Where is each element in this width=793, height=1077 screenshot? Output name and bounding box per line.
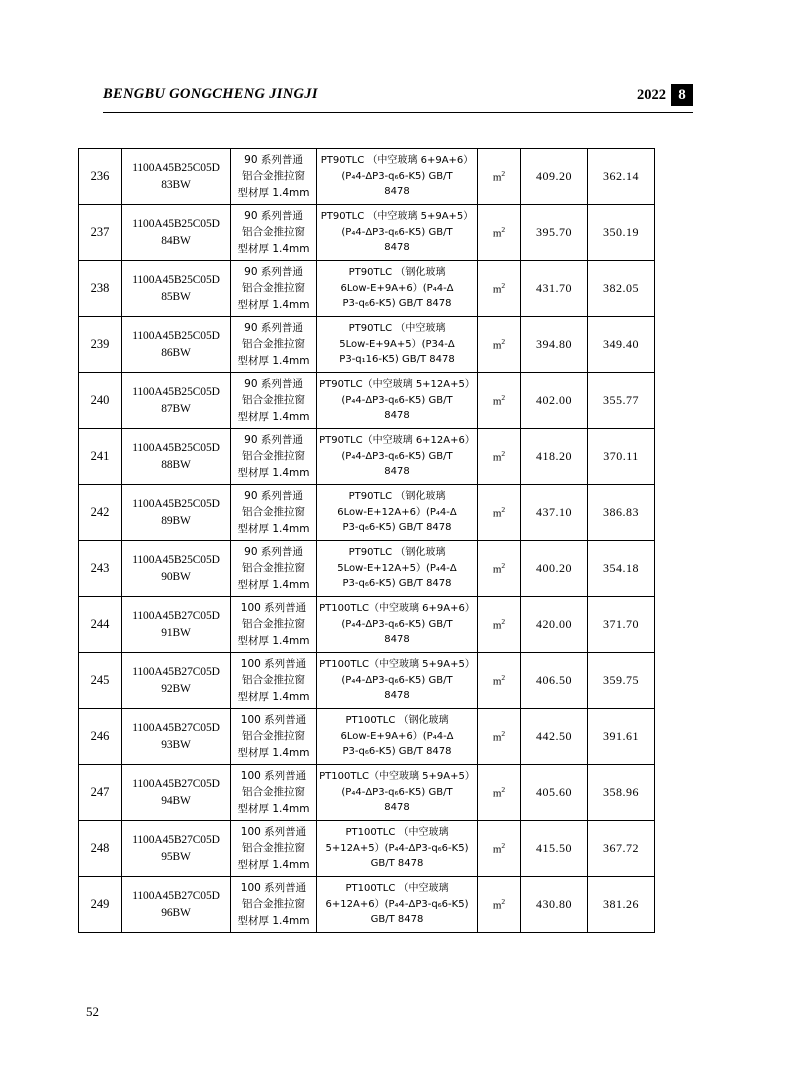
table-row — [79, 429, 724, 485]
item-unit — [478, 485, 521, 541]
item-name — [231, 765, 317, 821]
item-code-line-2: 93BW — [161, 738, 191, 751]
item-specification-line-2: (P₄4-ΔP3-q₆6-K5) GB/T — [341, 226, 453, 238]
item-code-line-1: 1100A45B27C05D — [132, 665, 220, 678]
item-code-line-2: 87BW — [161, 402, 191, 415]
table-row — [79, 597, 724, 653]
item-unit — [478, 149, 521, 205]
item-specification-line-1: PT100TLC（中空玻璃 6+9A+6） — [319, 603, 475, 615]
table-row — [79, 821, 724, 877]
item-unit — [478, 877, 521, 933]
item-code-line-1: 1100A45B25C05D — [132, 273, 220, 286]
item-unit-base: m — [492, 339, 502, 352]
item-name-line-2: 铝合金推拉窗 — [242, 170, 305, 183]
item-specification-line-1: PT90TLC（中空玻璃 6+12A+6） — [319, 435, 475, 447]
item-name-line-1: 100 系列普通 — [240, 658, 307, 671]
item-specification-line-3: 8478 — [384, 690, 410, 702]
item-name — [231, 317, 317, 373]
price-without-tax: 354.18 — [588, 541, 655, 597]
row-number: 241 — [79, 429, 122, 485]
item-specification — [317, 149, 478, 205]
item-specification-line-1: PT100TLC（中空玻璃 5+9A+5） — [319, 659, 475, 671]
item-unit-base: m — [492, 395, 502, 408]
item-code-line-1: 1100A45B27C05D — [132, 721, 220, 734]
item-unit-exponent: 2 — [501, 169, 506, 179]
row-number: 239 — [79, 317, 122, 373]
item-specification-line-1: PT100TLC （钢化玻璃 — [345, 715, 449, 727]
item-name-line-3: 型材厚 1.4mm — [237, 690, 310, 703]
item-code — [122, 205, 231, 261]
item-specification-line-3: 8478 — [384, 186, 410, 198]
item-specification-line-1: PT90TLC（中空玻璃 5+12A+5） — [319, 379, 475, 391]
item-code-line-1: 1100A45B25C05D — [132, 553, 220, 566]
row-number: 243 — [79, 541, 122, 597]
item-unit — [478, 541, 521, 597]
item-specification-line-3: GB/T 8478 — [370, 858, 424, 870]
item-unit-base: m — [492, 675, 502, 688]
item-code-line-1: 1100A45B25C05D — [132, 497, 220, 510]
price-without-tax: 359.75 — [588, 653, 655, 709]
item-unit-exponent: 2 — [501, 897, 506, 907]
price-without-tax: 386.83 — [588, 485, 655, 541]
row-number: 242 — [79, 485, 122, 541]
price-without-tax: 370.11 — [588, 429, 655, 485]
row-number: 237 — [79, 205, 122, 261]
item-specification — [317, 597, 478, 653]
item-specification — [317, 821, 478, 877]
item-unit-exponent: 2 — [501, 337, 506, 347]
blank-column — [655, 597, 724, 653]
item-name-line-2: 铝合金推拉窗 — [242, 450, 305, 463]
blank-column — [655, 373, 724, 429]
table-row — [79, 485, 724, 541]
item-name-line-2: 铝合金推拉窗 — [242, 562, 305, 575]
item-specification-line-2: (P₄4-ΔP3-q₆6-K5) GB/T — [341, 170, 453, 182]
item-specification-line-2: (P₄4-ΔP3-q₆6-K5) GB/T — [341, 674, 453, 686]
item-code-line-1: 1100A45B25C05D — [132, 441, 220, 454]
item-name-line-1: 90 系列普通 — [244, 378, 303, 391]
row-number: 240 — [79, 373, 122, 429]
item-specification-line-1: PT90TLC （中空玻璃 — [348, 323, 446, 335]
item-specification-line-2: 6Low-E+9A+6）(P₄4-Δ — [340, 282, 454, 294]
item-code-line-2: 91BW — [161, 626, 191, 639]
item-unit-base: m — [492, 227, 502, 240]
price-without-tax: 382.05 — [588, 261, 655, 317]
blank-column — [655, 821, 724, 877]
item-name-line-2: 铝合金推拉窗 — [242, 674, 305, 687]
item-specification — [317, 317, 478, 373]
item-unit-exponent: 2 — [501, 449, 506, 459]
item-specification — [317, 205, 478, 261]
item-unit-base: m — [492, 283, 502, 296]
item-specification — [317, 877, 478, 933]
row-number: 246 — [79, 709, 122, 765]
item-unit-base: m — [492, 899, 502, 912]
price-with-tax: 415.50 — [521, 821, 588, 877]
item-unit-exponent: 2 — [501, 225, 506, 235]
item-code-line-1: 1100A45B25C05D — [132, 329, 220, 342]
price-with-tax: 420.00 — [521, 597, 588, 653]
item-code-line-2: 84BW — [161, 234, 191, 247]
item-specification-line-1: PT90TLC （中空玻璃 5+9A+5） — [320, 211, 474, 223]
item-code-line-1: 1100A45B27C05D — [132, 777, 220, 790]
price-without-tax: 371.70 — [588, 597, 655, 653]
item-unit — [478, 373, 521, 429]
item-code — [122, 709, 231, 765]
header-divider — [103, 112, 693, 113]
item-unit-base: m — [492, 787, 502, 800]
item-code — [122, 373, 231, 429]
item-specification — [317, 429, 478, 485]
item-code-line-2: 90BW — [161, 570, 191, 583]
price-without-tax: 350.19 — [588, 205, 655, 261]
price-with-tax: 418.20 — [521, 429, 588, 485]
header-year: 2022 — [637, 86, 666, 103]
item-unit-exponent: 2 — [501, 281, 506, 291]
item-name-line-2: 铝合金推拉窗 — [242, 506, 305, 519]
page-number: 52 — [86, 1004, 99, 1019]
item-specification-line-3: P3-q₆6-K5) GB/T 8478 — [342, 522, 452, 534]
item-code-line-2: 89BW — [161, 514, 191, 527]
item-specification-line-3: P3-q₆6-K5) GB/T 8478 — [342, 298, 452, 310]
item-code-line-1: 1100A45B25C05D — [132, 161, 220, 174]
item-code — [122, 429, 231, 485]
row-number: 247 — [79, 765, 122, 821]
item-name-line-3: 型材厚 1.4mm — [237, 858, 310, 871]
row-number: 238 — [79, 261, 122, 317]
price-table — [78, 148, 723, 933]
item-name-line-3: 型材厚 1.4mm — [237, 914, 310, 927]
price-without-tax: 349.40 — [588, 317, 655, 373]
item-name-line-1: 100 系列普通 — [240, 714, 307, 727]
item-specification-line-2: 6Low-E+9A+6）(P₄4-Δ — [340, 730, 454, 742]
item-name-line-1: 90 系列普通 — [244, 266, 303, 279]
table-row — [79, 653, 724, 709]
header-issue-block — [637, 84, 693, 106]
item-specification-line-3: 8478 — [384, 466, 410, 478]
item-specification-line-1: PT90TLC （钢化玻璃 — [348, 547, 446, 559]
item-specification-line-2: (P₄4-ΔP3-q₆6-K5) GB/T — [341, 618, 453, 630]
table-row — [79, 541, 724, 597]
item-code-line-2: 92BW — [161, 682, 191, 695]
price-without-tax: 391.61 — [588, 709, 655, 765]
item-name — [231, 373, 317, 429]
item-name — [231, 541, 317, 597]
price-with-tax: 405.60 — [521, 765, 588, 821]
item-specification — [317, 709, 478, 765]
item-specification — [317, 653, 478, 709]
item-name-line-2: 铝合金推拉窗 — [242, 282, 305, 295]
item-code-line-2: 96BW — [161, 906, 191, 919]
blank-column — [655, 709, 724, 765]
item-specification-line-2: (P₄4-ΔP3-q₆6-K5) GB/T — [341, 450, 453, 462]
item-specification-line-2: 6+12A+6）(P₄4-ΔP3-q₆6-K5) — [325, 898, 469, 910]
price-with-tax: 431.70 — [521, 261, 588, 317]
item-unit — [478, 709, 521, 765]
journal-title: BENGBU GONGCHENG JINGJI — [103, 86, 318, 102]
price-without-tax: 381.26 — [588, 877, 655, 933]
item-name-line-3: 型材厚 1.4mm — [237, 746, 310, 759]
price-with-tax: 437.10 — [521, 485, 588, 541]
item-name-line-1: 100 系列普通 — [240, 602, 307, 615]
item-name-line-1: 90 系列普通 — [244, 434, 303, 447]
blank-column — [655, 541, 724, 597]
item-name-line-1: 90 系列普通 — [244, 490, 303, 503]
item-name-line-3: 型材厚 1.4mm — [237, 802, 310, 815]
item-unit-base: m — [492, 507, 502, 520]
item-code-line-2: 85BW — [161, 290, 191, 303]
header-issue-number: 8 — [671, 84, 693, 106]
table-row — [79, 709, 724, 765]
item-unit — [478, 205, 521, 261]
item-specification-line-1: PT90TLC （钢化玻璃 — [348, 491, 446, 503]
item-name-line-2: 铝合金推拉窗 — [242, 394, 305, 407]
item-code-line-2: 94BW — [161, 794, 191, 807]
item-code — [122, 597, 231, 653]
item-name-line-3: 型材厚 1.4mm — [237, 410, 310, 423]
item-name-line-2: 铝合金推拉窗 — [242, 618, 305, 631]
item-name-line-3: 型材厚 1.4mm — [237, 466, 310, 479]
item-unit-exponent: 2 — [501, 393, 506, 403]
item-specification-line-3: 8478 — [384, 634, 410, 646]
blank-column — [655, 149, 724, 205]
item-specification-line-3: P3-q₁16-K5) GB/T 8478 — [339, 354, 455, 366]
item-name-line-3: 型材厚 1.4mm — [237, 522, 310, 535]
item-code-line-1: 1100A45B27C05D — [132, 833, 220, 846]
blank-column — [655, 205, 724, 261]
item-specification — [317, 485, 478, 541]
item-specification-line-3: P3-q₆6-K5) GB/T 8478 — [342, 746, 452, 758]
item-unit-exponent: 2 — [501, 561, 506, 571]
row-number: 248 — [79, 821, 122, 877]
item-specification-line-1: PT90TLC （钢化玻璃 — [348, 267, 446, 279]
item-code-line-2: 83BW — [161, 178, 191, 191]
item-specification-line-3: 8478 — [384, 242, 410, 254]
item-name-line-2: 铝合金推拉窗 — [242, 898, 305, 911]
row-number: 249 — [79, 877, 122, 933]
item-name-line-1: 100 系列普通 — [240, 882, 307, 895]
item-specification-line-2: 5+12A+5）(P₄4-ΔP3-q₆6-K5) — [325, 842, 469, 854]
price-without-tax: 362.14 — [588, 149, 655, 205]
item-specification-line-3: 8478 — [384, 802, 410, 814]
table-row — [79, 149, 724, 205]
price-with-tax: 406.50 — [521, 653, 588, 709]
page-header — [103, 84, 693, 118]
price-with-tax: 402.00 — [521, 373, 588, 429]
item-name — [231, 205, 317, 261]
item-unit — [478, 261, 521, 317]
item-code — [122, 485, 231, 541]
price-without-tax: 355.77 — [588, 373, 655, 429]
item-name — [231, 261, 317, 317]
item-name-line-2: 铝合金推拉窗 — [242, 226, 305, 239]
item-name-line-3: 型材厚 1.4mm — [237, 298, 310, 311]
row-number: 244 — [79, 597, 122, 653]
row-number: 245 — [79, 653, 122, 709]
item-unit-exponent: 2 — [501, 505, 506, 515]
item-code — [122, 653, 231, 709]
item-code — [122, 821, 231, 877]
item-specification-line-1: PT100TLC （中空玻璃 — [345, 883, 449, 895]
item-name-line-1: 100 系列普通 — [240, 770, 307, 783]
item-specification-line-1: PT90TLC （中空玻璃 6+9A+6） — [320, 155, 474, 167]
item-specification-line-1: PT100TLC （中空玻璃 — [345, 827, 449, 839]
item-unit — [478, 317, 521, 373]
item-unit — [478, 821, 521, 877]
item-name-line-1: 100 系列普通 — [240, 826, 307, 839]
table-row — [79, 373, 724, 429]
item-specification-line-3: 8478 — [384, 410, 410, 422]
item-specification-line-3: GB/T 8478 — [370, 914, 424, 926]
item-code — [122, 261, 231, 317]
item-unit — [478, 597, 521, 653]
blank-column — [655, 261, 724, 317]
item-unit-exponent: 2 — [501, 841, 506, 851]
item-code — [122, 149, 231, 205]
item-name-line-2: 铝合金推拉窗 — [242, 786, 305, 799]
table-row — [79, 877, 724, 933]
item-name-line-2: 铝合金推拉窗 — [242, 338, 305, 351]
blank-column — [655, 877, 724, 933]
item-name — [231, 877, 317, 933]
item-specification-line-2: (P₄4-ΔP3-q₆6-K5) GB/T — [341, 786, 453, 798]
item-name-line-3: 型材厚 1.4mm — [237, 186, 310, 199]
price-without-tax: 367.72 — [588, 821, 655, 877]
price-with-tax: 442.50 — [521, 709, 588, 765]
price-table-body — [79, 149, 724, 933]
item-unit-base: m — [492, 619, 502, 632]
blank-column — [655, 765, 724, 821]
item-name — [231, 597, 317, 653]
table-row — [79, 205, 724, 261]
item-code-line-1: 1100A45B25C05D — [132, 385, 220, 398]
blank-column — [655, 653, 724, 709]
item-unit — [478, 765, 521, 821]
price-with-tax: 394.80 — [521, 317, 588, 373]
blank-column — [655, 317, 724, 373]
item-unit — [478, 653, 521, 709]
table-row — [79, 261, 724, 317]
item-code-line-1: 1100A45B25C05D — [132, 217, 220, 230]
item-specification — [317, 373, 478, 429]
item-code-line-2: 88BW — [161, 458, 191, 471]
item-code-line-2: 86BW — [161, 346, 191, 359]
blank-column — [655, 485, 724, 541]
item-unit — [478, 429, 521, 485]
item-specification-line-2: (P₄4-ΔP3-q₆6-K5) GB/T — [341, 394, 453, 406]
item-unit-base: m — [492, 171, 502, 184]
item-unit-base: m — [492, 563, 502, 576]
price-table-container — [78, 148, 715, 933]
item-name-line-3: 型材厚 1.4mm — [237, 354, 310, 367]
item-code-line-1: 1100A45B27C05D — [132, 889, 220, 902]
item-code-line-1: 1100A45B27C05D — [132, 609, 220, 622]
item-code — [122, 877, 231, 933]
item-specification — [317, 261, 478, 317]
item-name — [231, 149, 317, 205]
item-unit-base: m — [492, 451, 502, 464]
item-unit-base: m — [492, 731, 502, 744]
price-without-tax: 358.96 — [588, 765, 655, 821]
item-code — [122, 317, 231, 373]
price-with-tax: 395.70 — [521, 205, 588, 261]
item-name-line-3: 型材厚 1.4mm — [237, 242, 310, 255]
item-unit-exponent: 2 — [501, 673, 506, 683]
item-unit-exponent: 2 — [501, 617, 506, 627]
item-specification — [317, 765, 478, 821]
blank-column — [655, 429, 724, 485]
item-code-line-2: 95BW — [161, 850, 191, 863]
item-name — [231, 653, 317, 709]
item-unit-exponent: 2 — [501, 785, 506, 795]
item-name — [231, 485, 317, 541]
item-name-line-1: 90 系列普通 — [244, 210, 303, 223]
item-unit-base: m — [492, 843, 502, 856]
item-specification — [317, 541, 478, 597]
item-name — [231, 429, 317, 485]
item-code — [122, 765, 231, 821]
item-unit-exponent: 2 — [501, 729, 506, 739]
item-code — [122, 541, 231, 597]
item-specification-line-3: P3-q₆6-K5) GB/T 8478 — [342, 578, 452, 590]
item-name-line-3: 型材厚 1.4mm — [237, 578, 310, 591]
item-name-line-2: 铝合金推拉窗 — [242, 842, 305, 855]
table-row — [79, 765, 724, 821]
row-number: 236 — [79, 149, 122, 205]
price-with-tax: 400.20 — [521, 541, 588, 597]
table-row — [79, 317, 724, 373]
price-with-tax: 430.80 — [521, 877, 588, 933]
item-name-line-1: 90 系列普通 — [244, 322, 303, 335]
item-specification-line-2: 6Low-E+12A+6）(P₄4-Δ — [337, 506, 457, 518]
item-name-line-2: 铝合金推拉窗 — [242, 730, 305, 743]
item-name — [231, 709, 317, 765]
price-with-tax: 409.20 — [521, 149, 588, 205]
item-name-line-1: 90 系列普通 — [244, 154, 303, 167]
item-name — [231, 821, 317, 877]
item-specification-line-2: 5Low-E+9A+5）(P34-Δ — [339, 338, 455, 350]
item-specification-line-2: 5Low-E+12A+5）(P₄4-Δ — [337, 562, 457, 574]
item-name-line-3: 型材厚 1.4mm — [237, 634, 310, 647]
item-specification-line-1: PT100TLC（中空玻璃 5+9A+5） — [319, 771, 475, 783]
item-name-line-1: 90 系列普通 — [244, 546, 303, 559]
